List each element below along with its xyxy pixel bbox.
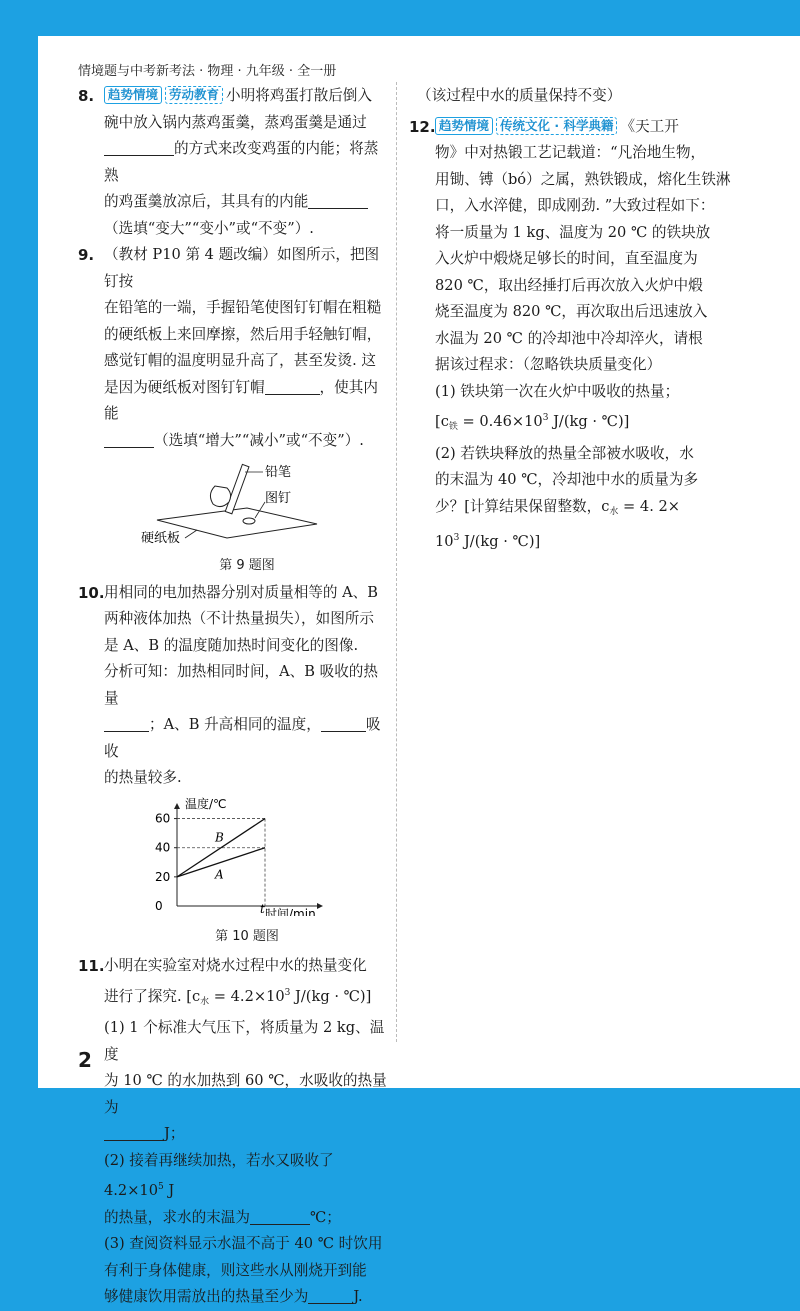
q9-line1: （教材 P10 第 4 题改编）如图所示，把图钉按: [104, 246, 380, 290]
q12-line10: 据该过程求：（忽略铁块质量变化）: [435, 356, 662, 373]
q8-line5: （选填“变大”“变小”或“不变”）.: [104, 219, 314, 237]
q11-p2-line2-after: ℃；: [309, 1208, 341, 1226]
hand-shape: [210, 486, 230, 507]
pin-label: 图钉: [265, 491, 292, 506]
q11-line2: 进行了探究. [c: [104, 987, 201, 1005]
answer-blank[interactable]: [308, 1287, 353, 1304]
page-number: 2: [78, 1048, 92, 1072]
q10-line1: 用相同的电加热器分别对质量相等的 A、B: [104, 583, 378, 601]
left-column: [78, 83, 390, 1311]
q12-line7: 820 ℃，取出经捶打后再次放入火炉中煅: [435, 276, 703, 294]
question-number: 11.: [78, 957, 105, 975]
answer-blank[interactable]: [104, 139, 174, 156]
q12-p1-line2: [c: [435, 413, 449, 430]
superscript: 3: [453, 533, 460, 543]
q9-line5: 是因为硬纸板对图钉钉帽: [104, 378, 265, 396]
q11-p2-line1-after: J: [163, 1182, 175, 1199]
q12-p2-line3: 少？[计算结果保留整数，c: [435, 497, 610, 515]
q9-line5-after: ，使其内能: [104, 378, 378, 422]
q9-line4: 感觉钉帽的温度明显升高了，甚至发烫. 这: [104, 352, 376, 369]
q9-figure: [104, 458, 390, 554]
superscript: 5: [158, 1182, 164, 1192]
q12-p1-line2-after: J/(kg · ℃)]: [548, 413, 630, 430]
q8-line3: 的方式来改变鸡蛋的内能；将蒸熟: [104, 140, 379, 184]
q10-line4: 分析可知：加热相同时间，A、B 吸收的热量: [104, 663, 378, 707]
superscript: 3: [284, 987, 291, 998]
superscript: 3: [542, 413, 549, 423]
topic-tag: 劳动教育: [165, 86, 223, 104]
question-9: [78, 242, 390, 576]
question-number: 12.: [409, 117, 436, 136]
figure-caption: 第 9 题图: [219, 557, 275, 573]
answer-blank[interactable]: [250, 1208, 310, 1225]
q10-line5-after: 吸收: [104, 716, 381, 760]
answer-blank[interactable]: [104, 715, 149, 732]
q11-p2-line1: (2) 接着再继续加热，若水又吸收了 4.2×10: [104, 1151, 334, 1199]
x-tick-t: t: [260, 901, 265, 916]
y-tick-label: 0: [155, 898, 163, 913]
q11-p1-line2: 为 10 ℃ 的水加热到 60 ℃，水吸收的热量为: [104, 1072, 387, 1116]
question-12: [409, 114, 749, 556]
y-tick-label: 20: [155, 869, 171, 884]
q12-p2-line1: (2) 若铁块释放的热量全部被水吸收，水: [435, 444, 694, 462]
answer-blank[interactable]: [321, 715, 366, 732]
q12-line5: 将一质量为 1 kg、温度为 20 ℃ 的铁块放: [435, 223, 711, 241]
q11-continuation: （该过程中水的质量保持不变）: [417, 87, 622, 104]
answer-blank[interactable]: [265, 378, 320, 395]
q12-p1-line2-mid: = 0.46×10: [457, 413, 543, 430]
q10-line2: 两种液体加热（不计热量损失），如图所示: [104, 610, 374, 627]
q12-p2-line2: 的末温为 40 ℃，冷却池中水的质量为多: [435, 471, 699, 488]
subscript: 水: [200, 996, 210, 1007]
pencil-label: 铅笔: [265, 465, 292, 480]
trend-tag: 趋势情境: [104, 86, 162, 104]
q11-p3-line3: 够健康饮用需放出的热量至少为: [104, 1288, 309, 1305]
cardboard-shape: [157, 508, 317, 538]
q8-line1: 小明将鸡蛋打散后倒入: [226, 87, 372, 104]
y-tick-label: 60: [155, 811, 171, 826]
q11-p1-line3: J；: [164, 1125, 185, 1142]
question-number: 8.: [78, 87, 95, 105]
q12-line8: 烧至温度为 820 ℃，再次取出后迅速放入: [435, 303, 708, 320]
q12-p2-line3-after: = 4. 2×: [618, 497, 681, 515]
q12-line1: 《天工开: [620, 117, 679, 135]
question-11: [78, 953, 390, 1311]
figure-caption: 第 10 题图: [215, 929, 279, 944]
q11-p2-line2: 的热量，求水的末温为: [104, 1208, 250, 1226]
q11-p3-line1: (3) 查阅资料显示水温不高于 40 ℃ 时饮用: [104, 1235, 383, 1252]
question-number: 10.: [78, 583, 105, 602]
running-header: 情境题与中考新考法 · 物理 · 九年级 · 全一册: [78, 64, 337, 79]
q12-p2-line4-after: J/(kg · ℃)]: [459, 533, 541, 550]
q11-line2-mid: = 4.2×10: [209, 987, 285, 1005]
q9-line6: （选填“增大”“减小”或“不变”）.: [154, 431, 364, 449]
q12-line3: 用锄、镈（bó）之属，熟铁锻成，熔化生铁淋: [435, 170, 731, 188]
board-label: 硬纸板: [141, 531, 181, 544]
answer-blank[interactable]: [308, 192, 368, 209]
q12-line9: 水温为 20 ℃ 的冷却池中冷却淬火，请根: [435, 329, 703, 347]
q12-line6: 入火炉中煅烧足够长的时间，直至温度为: [435, 250, 698, 267]
series-label-A: A: [215, 866, 224, 881]
y-axis-label: 温度/℃: [185, 796, 227, 811]
q11-line1: 小明在实验室对烧水过程中水的热量变化: [104, 957, 367, 974]
q12-p2-line4: 10: [435, 533, 454, 550]
q11-line2-after: J/(kg · ℃)]: [290, 987, 372, 1005]
column-divider: [396, 82, 397, 1042]
q10-line5: ；A、B 升高相同的温度，: [149, 716, 321, 733]
topic-tag: 传统文化 · 科学典籍: [496, 117, 617, 135]
right-column: [409, 83, 749, 556]
q12-line2: 物》中对热锻工艺记载道：“凡治地生物，: [435, 144, 706, 161]
subscript: 水: [609, 506, 619, 517]
question-10: [78, 580, 390, 948]
answer-blank[interactable]: [104, 431, 154, 448]
q8-line4: 的鸡蛋羹放凉后，其具有的内能: [104, 193, 309, 210]
pin-head-shape: [243, 518, 255, 524]
pencil-pin-illustration: [137, 458, 357, 544]
series-label-B: B: [215, 830, 224, 845]
y-tick-label: 40: [155, 840, 171, 855]
question-number: 9.: [78, 246, 95, 264]
temperature-time-chart: [127, 796, 367, 916]
q9-line2: 在铅笔的一端，手握铅笔使图钉钉帽在粗糙: [104, 299, 382, 316]
q11-p3-line2: 有利于身体健康，则这些水从刚烧开到能: [104, 1261, 367, 1279]
subscript: 铁: [448, 422, 458, 432]
trend-tag: 趋势情境: [435, 117, 493, 135]
q10-figure: [104, 796, 390, 926]
q11-p1-line1: (1) 1 个标准大气压下，将质量为 2 kg、温度: [104, 1019, 385, 1063]
q10-line6: 的热量较多.: [104, 769, 182, 786]
q12-p1-line1: (1) 铁块第一次在火炉中吸收的热量；: [435, 382, 680, 400]
x-axis-label: 时间/min: [265, 906, 316, 916]
q12-line4: 口，入水淬健，即成刚劲. ”大致过程如下：: [435, 197, 715, 214]
q8-line2: 碗中放入锅内蒸鸡蛋羹，蒸鸡蛋羹是通过: [104, 113, 367, 131]
answer-blank[interactable]: [104, 1124, 164, 1141]
q11-p3-line3-after: J.: [353, 1288, 363, 1305]
q9-line3: 的硬纸板上来回摩擦，然后用手轻触钉帽，: [104, 325, 382, 343]
q10-line3: 是 A、B 的温度随加热时间变化的图像.: [104, 636, 359, 654]
question-8: [78, 83, 390, 242]
